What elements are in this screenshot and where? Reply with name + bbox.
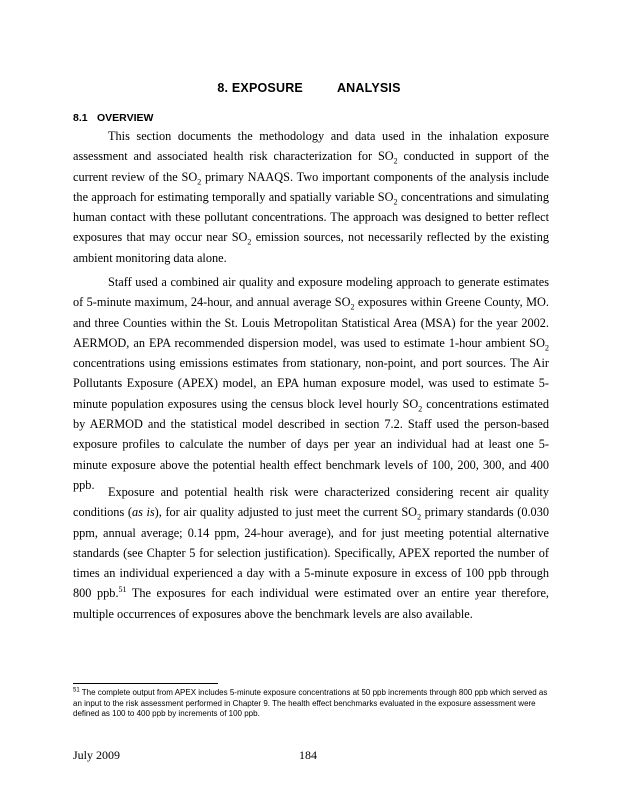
footnote-reference[interactable]: 51 [118, 585, 127, 595]
p3-text-a: Exposure and potential health risk were characterized considering recent air quality conditions ( [73, 485, 549, 520]
p2-text-a: Staff used a combined air quality and exposure modeling approach to generate estimates of 5-minute maximum, 24-hour, and annual average SO [73, 275, 549, 310]
footnote-mark: 51 [73, 687, 80, 694]
p3-text-c: primary standards (0.030 ppm, annual average; 0.14 ppm, 24-hour average), and for just meeting potential alternative standards (see Chapter 5 for selection justification). Specifically, APEX reported the number of times an individual experienced a day with a 5-minute exposure in excess of 100 ppb through 800 ppb. [73, 505, 549, 601]
p1-text-d: concentrations and simulating human contact with these pollutant concentrations. The approach was designed to better reflect exposures that may occur near SO [73, 189, 549, 245]
section-number: 8.1 [73, 112, 88, 124]
chapter-number-title: 8. EXPOSURE [217, 81, 303, 95]
p1-text-a: This section documents the methodology and data used in the inhalation exposure assessment and associated health risk characterization for SO [73, 129, 549, 164]
paragraph-1 [73, 126, 549, 268]
p3-text-b: ), for air quality adjusted to just meet the current SO [154, 505, 418, 520]
section-title: OVERVIEW [97, 112, 154, 124]
p1-text-e: emission sources, not necessarily reflected by the existing ambient monitoring data alone. [73, 230, 550, 265]
p2-sub-1: 2 [350, 302, 355, 312]
section-heading [73, 112, 153, 124]
footer-date: July 2009 [73, 748, 121, 762]
p3-italic-as-is: as is [131, 505, 155, 520]
paragraph-2 [73, 272, 549, 495]
p1-text-c: primary NAAQS. Two important components of the analysis include the approach for estimating temporally and spatially variable SO [73, 169, 549, 204]
p1-sub-3: 2 [393, 197, 398, 207]
footnote-separator [73, 683, 218, 684]
p1-sub-4: 2 [247, 237, 252, 247]
footnote-text: The complete output from APEX includes 5-minute exposure concentrations at 50 ppb increments through 800 ppb which served as an input to the risk assessment performed in Chapter 9. The health effect benchmarks evaluated in the exposure assessment were defined as 100 to 400 ppb by increments of 100 ppb. [73, 688, 548, 718]
paragraph-3 [73, 482, 549, 624]
chapter-heading [0, 81, 618, 95]
chapter-title-rest: ANALYSIS [336, 81, 401, 95]
p2-text-c: concentrations using emissions estimates from stationary, non-point, and port sources. The Air Pollutants Exposure (APEX) model, an EPA human exposure model, was used to estimate 5-minute population exposures using the census block level hourly SO [73, 356, 549, 411]
p1-sub-2: 2 [197, 177, 202, 187]
p1-sub-1: 2 [393, 156, 398, 166]
p1-text-b: conducted in support of the current review of the SO [73, 149, 549, 184]
p2-text-b: exposures within Greene County, MO. and three Counties within the St. Louis Metropolitan Statistical Area (MSA) for the year 2002. AERMOD, an EPA recommended dispersion model, was used to estimate 1-hour ambient SO [73, 295, 549, 350]
page-number: 184 [299, 748, 317, 762]
p3-sub-1: 2 [417, 512, 422, 522]
p3-text-d: The exposures for each individual were estimated over an entire year therefore, multiple occurrences of exposures above the benchmark levels are also available. [73, 586, 549, 621]
p2-sub-3: 2 [418, 404, 423, 414]
footnote [73, 688, 549, 720]
p2-sub-2: 2 [545, 343, 549, 353]
p2-text-d: concentrations estimated by AERMOD and the statistical model described in section 7.2. Staff used the person-based exposure profiles to calculate the number of days per year an individual had at least one 5-minute exposure above the potential health effect benchmark levels of 100, 200, 300, and 400 ppb. [73, 396, 549, 492]
